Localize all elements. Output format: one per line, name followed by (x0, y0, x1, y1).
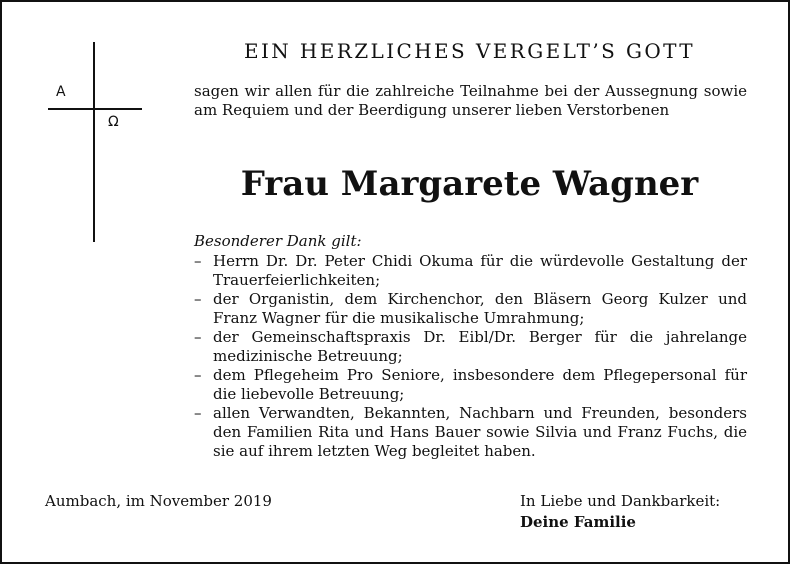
thanks-item (194, 366, 747, 404)
thanks-item-text: der Gemeinschaftspraxis Dr. Eibl/Dr. Berger für die jahrelange medizinische Betreuung; (213, 328, 747, 365)
list-dash: – (194, 366, 202, 384)
thanks-item-text: Herrn Dr. Dr. Peter Chidi Okuma für die würdevolle Gestaltung der Trauerfeierlichkeiten; (213, 252, 747, 289)
headline: EIN HERZLICHES VERGELT’S GOTT (243, 39, 696, 63)
thanks-item (194, 328, 747, 366)
intro-text: sagen wir allen für die zahlreiche Teilnahme bei der Aussegnung sowie am Requiem und der Beerdigung unserer lieben Verstorbenen (194, 82, 747, 119)
thanks-item-text: dem Pflegeheim Pro Seniore, insbesondere dem Pflegepersonal für die liebevolle Betreuung; (213, 366, 747, 403)
list-dash: – (194, 328, 202, 346)
closing-line: In Liebe und Dankbarkeit: (520, 492, 721, 510)
thanks-item-text: der Organistin, dem Kirchenchor, den Bläsern Georg Kulzer und Franz Wagner für die musikalische Umrahmung; (213, 290, 747, 327)
list-dash: – (194, 404, 202, 422)
list-dash: – (194, 252, 202, 270)
thanks-item (194, 290, 747, 328)
cross-horizontal-beam (48, 108, 142, 110)
place-date: Aumbach, im November 2019 (45, 492, 272, 510)
thanks-list (194, 252, 747, 461)
signature: Deine Familie (520, 513, 636, 531)
thanks-heading: Besonderer Dank gilt: (194, 232, 362, 250)
list-dash: – (194, 290, 202, 308)
alpha-symbol: A (56, 84, 66, 100)
deceased-name: Frau Margarete Wagner (240, 164, 699, 204)
thanks-item-text: allen Verwandten, Bekannten, Nachbarn und Freunden, besonders den Familien Rita und Hans Bauer sowie Silvia und Franz Fuchs, die sie auf ihrem letzten Weg begleitet haben. (213, 404, 747, 460)
cross-vertical-beam (93, 42, 95, 242)
thanks-item (194, 252, 747, 290)
thanks-item (194, 404, 747, 461)
omega-symbol: Ω (108, 114, 119, 130)
